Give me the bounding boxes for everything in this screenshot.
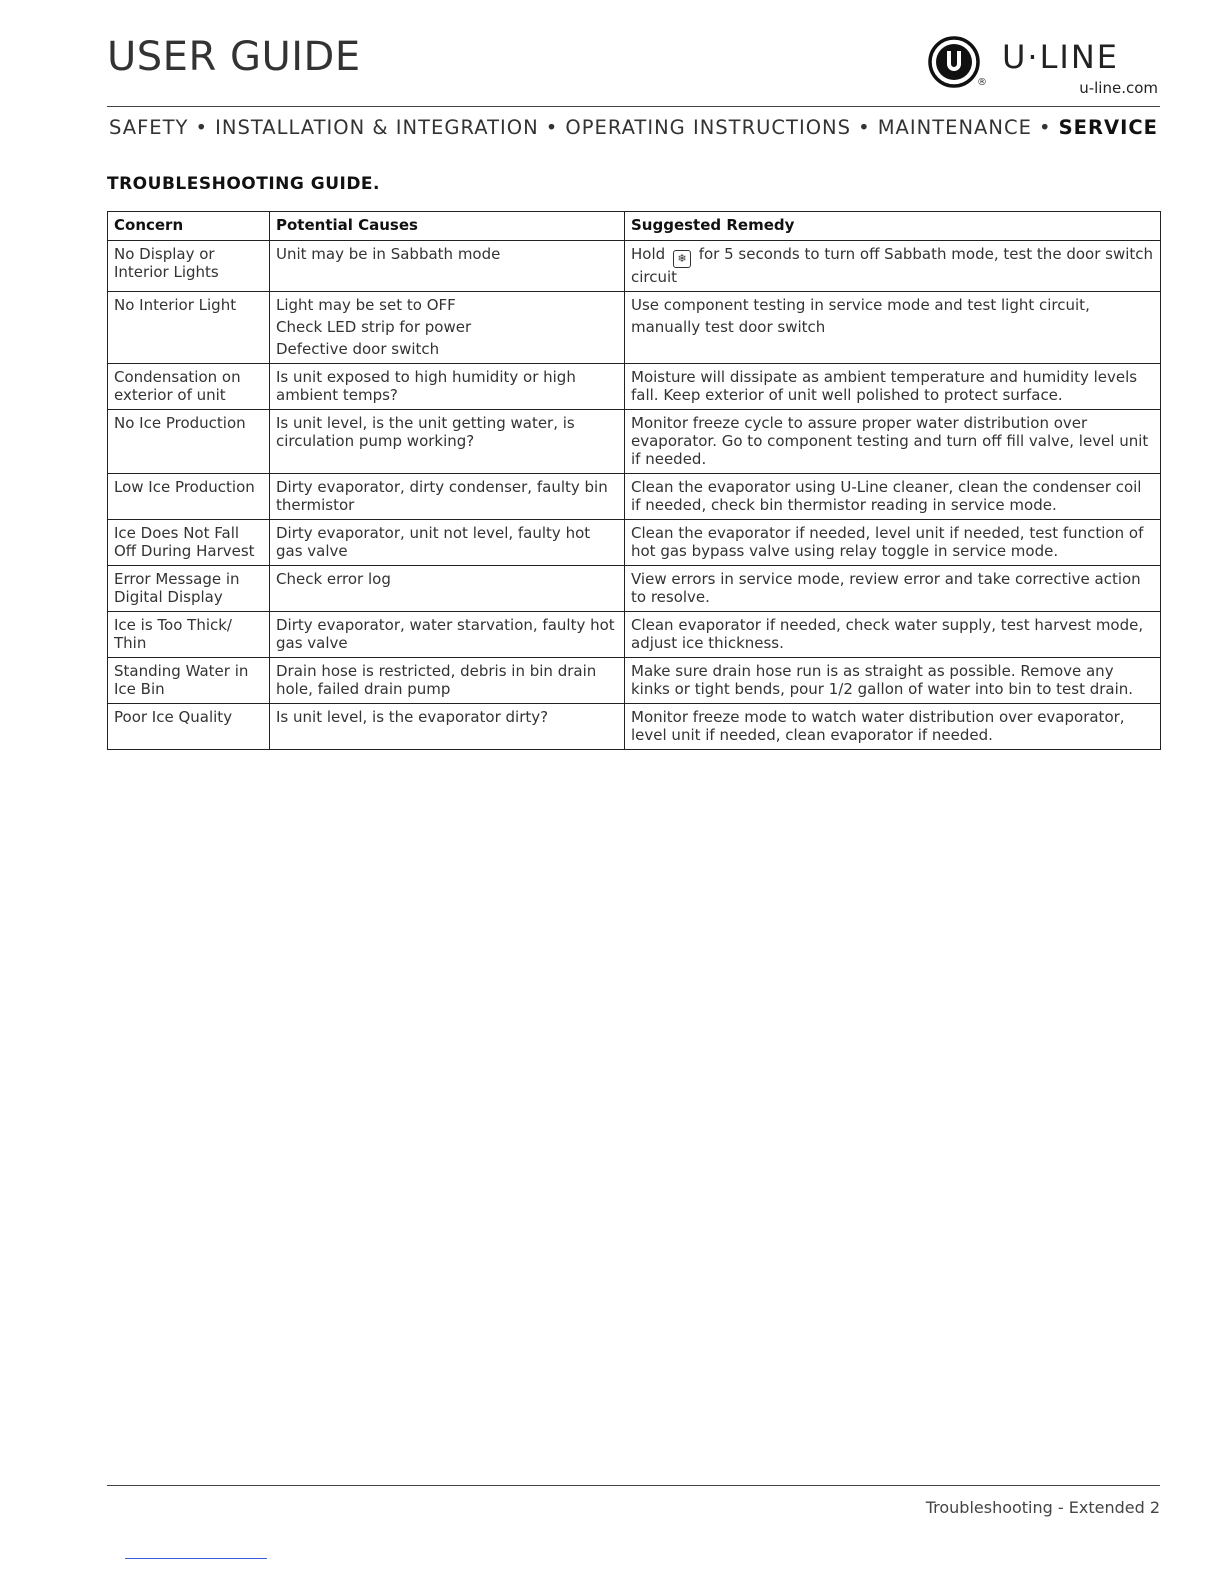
footer-page-label: Troubleshooting - Extended 2 [925, 1498, 1160, 1517]
brand-wordmark: U·LINE [1002, 38, 1120, 76]
concern-cell: Standing Water in Ice Bin [108, 658, 270, 704]
cause-line: Check LED strip for power [276, 318, 472, 336]
table-row [108, 520, 1161, 566]
concern-cell: Low Ice Production [108, 474, 270, 520]
column-header-causes: Potential Causes [270, 212, 625, 241]
brand-logo [928, 34, 1160, 96]
causes-cell: Drain hose is restricted, debris in bin drain hole, failed drain pump [270, 658, 625, 704]
concern-cell: Ice Does Not Fall Off During Harvest [108, 520, 270, 566]
remedy-cell [625, 292, 1161, 364]
remedy-cell: Make sure drain hose run is as straight as possible. Remove any kinks or tight bends, pour 1/2 gallon of water into bin to test drain. [625, 658, 1161, 704]
causes-cell [270, 241, 625, 292]
causes-cell: Dirty evaporator, dirty condenser, faulty bin thermistor [270, 474, 625, 520]
cause-line: Defective door switch [276, 340, 440, 358]
concern-cell: Condensation on exterior of unit [108, 364, 270, 410]
remedy-cell: Monitor freeze mode to watch water distribution over evaporator, level unit if needed, clean evaporator if needed. [625, 704, 1161, 750]
cause-line: Light may be set to OFF [276, 296, 456, 314]
causes-cell: Is unit level, is the evaporator dirty? [270, 704, 625, 750]
nav-separator: • [545, 116, 559, 139]
table-row [108, 410, 1161, 474]
nav-separator: • [858, 116, 871, 139]
page-title: USER GUIDE [107, 34, 361, 80]
cause-line: Unit may be in Sabbath mode [276, 245, 501, 263]
causes-cell: Check error log [270, 566, 625, 612]
column-header-concern: Concern [108, 212, 270, 241]
troubleshooting-table [107, 211, 1161, 750]
remedy-cell: Monitor freeze cycle to assure proper water distribution over evaporator. Go to component testing and turn off fill valve, level unit if needed. [625, 410, 1161, 474]
remedy-cell [625, 241, 1161, 292]
concern-cell: No Display or Interior Lights [108, 241, 270, 292]
table-row [108, 658, 1161, 704]
table-row [108, 292, 1161, 364]
remedy-prefix: Hold [631, 245, 666, 263]
nav-item-safety[interactable]: SAFETY [109, 116, 189, 139]
table-row [108, 566, 1161, 612]
section-nav [109, 116, 1158, 139]
causes-cell [270, 292, 625, 364]
concern-cell: No Interior Light [108, 292, 270, 364]
table-row [108, 241, 1161, 292]
concern-cell: Error Message in Digital Display [108, 566, 270, 612]
remedy-line: Use component testing in service mode and test light circuit, [631, 296, 1090, 314]
nav-separator: • [195, 116, 209, 139]
footer-link-underline [125, 1558, 267, 1559]
u-line-logo-icon [928, 36, 980, 88]
header-divider [107, 106, 1160, 107]
table-header-row [108, 212, 1161, 241]
causes-cell: Is unit level, is the unit getting water, is circulation pump working? [270, 410, 625, 474]
concern-cell: No Ice Production [108, 410, 270, 474]
causes-cell: Dirty evaporator, water starvation, faulty hot gas valve [270, 612, 625, 658]
remedy-cell: Clean evaporator if needed, check water supply, test harvest mode, adjust ice thickness. [625, 612, 1161, 658]
remedy-line: manually test door switch [631, 318, 826, 336]
website-url[interactable]: u-line.com [1079, 79, 1158, 97]
remedy-text: for 5 seconds to turn off Sabbath mode, test the door switch circuit [631, 245, 1154, 286]
nav-item-operating[interactable]: OPERATING INSTRUCTIONS [565, 116, 852, 139]
causes-cell: Is unit exposed to high humidity or high ambient temps? [270, 364, 625, 410]
table-row [108, 704, 1161, 750]
snowflake-icon: ❄ [673, 250, 691, 268]
column-header-remedy: Suggested Remedy [625, 212, 1161, 241]
table-row [108, 364, 1161, 410]
remedy-cell: Moisture will dissipate as ambient temperature and humidity levels fall. Keep exterior of unit well polished to protect surface. [625, 364, 1161, 410]
remedy-cell: Clean the evaporator using U-Line cleaner, clean the condenser coil if needed, check bin thermistor reading in service mode. [625, 474, 1161, 520]
nav-separator: • [1039, 116, 1052, 139]
nav-item-service[interactable]: SERVICE [1058, 116, 1158, 139]
nav-item-installation[interactable]: INSTALLATION & INTEGRATION [215, 116, 539, 139]
footer-divider [107, 1485, 1160, 1486]
concern-cell: Poor Ice Quality [108, 704, 270, 750]
section-heading: TROUBLESHOOTING GUIDE. [107, 174, 381, 194]
remedy-cell: View errors in service mode, review error and take corrective action to resolve. [625, 566, 1161, 612]
nav-item-maintenance[interactable]: MAINTENANCE [877, 116, 1032, 139]
remedy-cell: Clean the evaporator if needed, level unit if needed, test function of hot gas bypass valve using relay toggle in service mode. [625, 520, 1161, 566]
registered-mark: ® [977, 77, 987, 88]
concern-cell: Ice is Too Thick/ Thin [108, 612, 270, 658]
table-row [108, 474, 1161, 520]
causes-cell: Dirty evaporator, unit not level, faulty hot gas valve [270, 520, 625, 566]
table-row [108, 612, 1161, 658]
